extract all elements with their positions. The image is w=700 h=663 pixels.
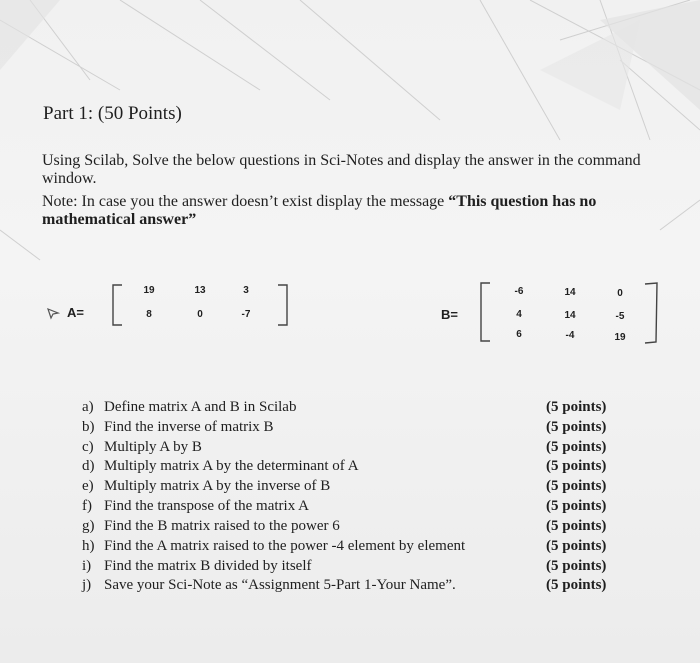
question-text: Multiply matrix A by the determinant of A xyxy=(104,458,359,474)
matrix-a-cell: 8 xyxy=(146,309,152,320)
note-text xyxy=(42,193,692,229)
question-points: (5 points) xyxy=(546,478,607,494)
question-text: Multiply matrix A by the inverse of B xyxy=(104,478,331,494)
matrix-a-label: A= xyxy=(67,305,84,320)
question-text: Find the A matrix raised to the power -4 element by element xyxy=(104,538,466,554)
question-item xyxy=(82,399,296,416)
question-text: Find the inverse of matrix B xyxy=(104,419,274,435)
question-text: Multiply A by B xyxy=(104,439,202,455)
matrix-b-cell: -4 xyxy=(565,330,575,341)
question-letter: j) xyxy=(82,577,92,593)
matrix-b-left-bracket xyxy=(478,281,492,343)
question-text: Define matrix A and B in Scilab xyxy=(104,399,297,415)
question-points: (5 points) xyxy=(546,399,607,415)
note-message: “This question has no mathematical answer” xyxy=(42,193,597,228)
question-item xyxy=(82,419,274,436)
question-points: (5 points) xyxy=(546,577,607,593)
matrix-b-cell: 0 xyxy=(617,288,623,299)
question-points: (5 points) xyxy=(546,419,607,435)
matrix-a-cell: 0 xyxy=(197,309,203,320)
question-text: Save your Sci-Note as “Assignment 5-Part 1-Your Name”. xyxy=(104,577,456,593)
question-letter: e) xyxy=(82,478,94,494)
matrix-b-cell: 14 xyxy=(564,287,576,298)
question-letter: i) xyxy=(82,558,92,574)
question-points: (5 points) xyxy=(546,439,607,455)
matrix-b-label: B= xyxy=(441,307,458,322)
part-title: Part 1: (50 Points) xyxy=(43,103,182,124)
matrix-b-cell: 4 xyxy=(516,309,522,320)
question-letter: g) xyxy=(82,518,95,534)
matrix-b-right-bracket xyxy=(643,281,661,345)
matrix-a-left-bracket xyxy=(110,283,124,327)
matrix-b-cell: 14 xyxy=(564,310,576,321)
question-letter: c) xyxy=(82,439,94,455)
question-item xyxy=(82,558,311,575)
question-item xyxy=(82,498,309,515)
question-letter: f) xyxy=(82,498,92,514)
question-points: (5 points) xyxy=(546,518,607,534)
intro-text: Using Scilab, Solve the below questions in Sci-Notes and display the answer in the command window. xyxy=(42,152,641,187)
matrix-a-right-bracket xyxy=(276,283,290,327)
question-text: Find the transpose of the matrix A xyxy=(104,498,309,514)
question-points: (5 points) xyxy=(546,458,607,474)
question-item xyxy=(82,439,202,456)
question-text: Find the matrix B divided by itself xyxy=(104,558,312,574)
matrix-b-cell: 19 xyxy=(614,332,626,343)
matrix-b-cell: -6 xyxy=(514,286,524,297)
matrix-b-cell: -5 xyxy=(615,311,625,322)
question-points: (5 points) xyxy=(546,538,607,554)
question-points: (5 points) xyxy=(546,558,607,574)
question-item xyxy=(82,478,330,495)
matrix-a-cell: 13 xyxy=(194,285,206,296)
question-item xyxy=(82,577,456,594)
cursor-arrow-icon xyxy=(46,306,60,320)
question-points: (5 points) xyxy=(546,498,607,514)
matrix-b-cell: 6 xyxy=(516,329,522,340)
matrix-a-cell: 3 xyxy=(243,285,249,296)
note-prefix: Note: In case you the answer doesn’t exist display the message xyxy=(42,193,449,210)
question-letter: h) xyxy=(82,538,95,554)
question-text: Find the B matrix raised to the power 6 xyxy=(104,518,340,534)
question-item xyxy=(82,538,465,555)
question-letter: b) xyxy=(82,419,95,435)
matrix-a-cell: 19 xyxy=(143,285,155,296)
matrix-a-cell: -7 xyxy=(241,309,251,320)
question-item xyxy=(82,518,340,535)
question-letter: a) xyxy=(82,399,94,415)
question-item xyxy=(82,458,359,475)
question-letter: d) xyxy=(82,458,95,474)
